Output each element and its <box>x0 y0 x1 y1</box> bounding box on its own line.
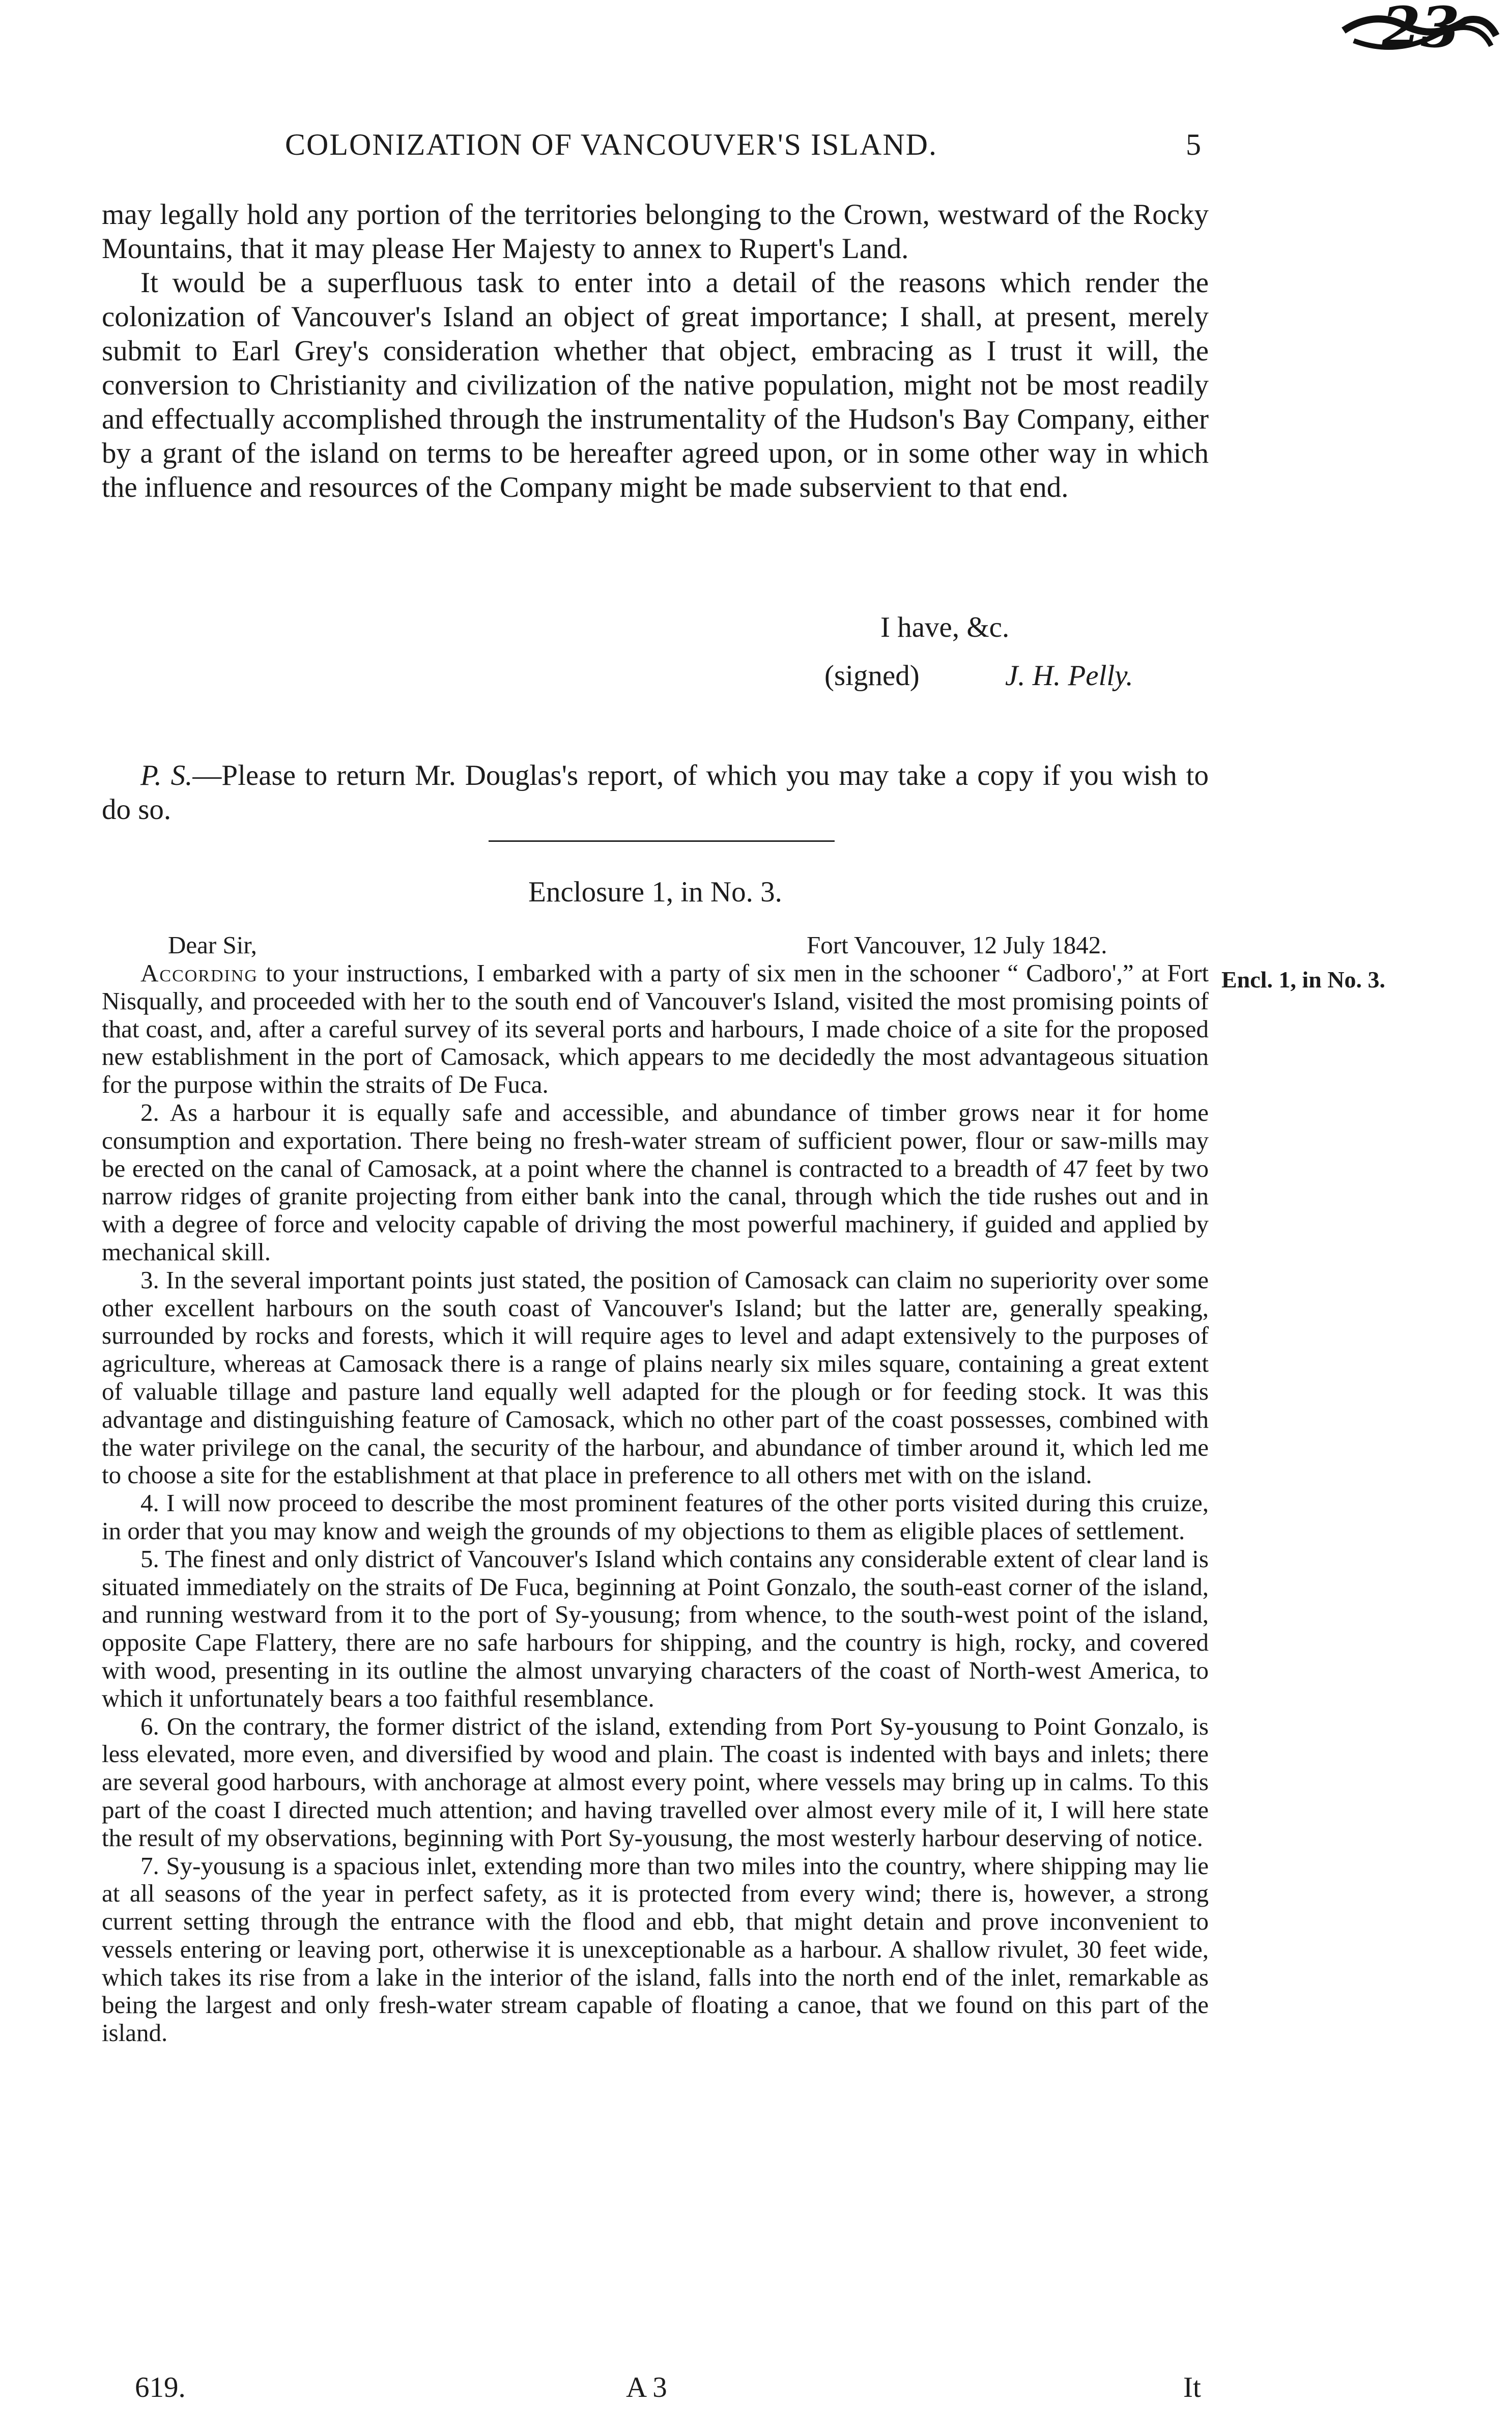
opening-word: According <box>140 959 258 987</box>
enclosure-body <box>102 959 1209 2047</box>
enclosure-dateline-row <box>102 931 1209 959</box>
enclosure-paragraph-4: 4. I will now proceed to describe the most prominent features of the other ports visited during this cruize, in order that you may know and weigh the grounds of my objections to them as eligible places of settlement. <box>102 1489 1209 1545</box>
handwritten-folio-stamp <box>1333 0 1501 61</box>
running-header: COLONIZATION OF VANCOUVER'S ISLAND. <box>285 128 937 161</box>
enclosure-paragraph-3: 3. In the several important points just stated, the position of Camosack can claim no superiority over some other excellent harbours on the south coast of Vancouver's Island; but the latter are, generally speaking, surrounded by rocks and forests, which it will require ages to level and adapt extensively to the purposes of agriculture, whereas at Camosack there is a range of plains nearly six miles square, containing a great extent of valuable tillage and pasture land equally well adapted for the plough or for feeding stock. It was this advantage and distinguishing feature of Camosack, which no other part of the coast possesses, combined with the water privilege on the canal, the security of the harbour, and abundance of timber around it, which led me to choose a site for the establishment at that place in preference to all others met with on the island. <box>102 1265 1209 1489</box>
signed-label: (signed) <box>824 660 920 692</box>
letter-paragraph-1: may legally hold any portion of the territories belonging to the Crown, westward of the Rocky Mountains, that it may please Her Majesty to annex to Rupert's Land. <box>102 199 1209 265</box>
postscript-text: —Please to return Mr. Douglas's report, of which you may take a copy if you wish to do so. <box>102 759 1209 826</box>
enclosure-paragraph-1: According to your instructions, I embarked with a party of six men in the schooner “ Cadboro',” at Fort Nisqually, and proceeded with her to the south end of Vancouver's Island, visited the most promising points of that coast, and, after a careful survey of its several ports and harbours, I made choice of a site for the proposed new establishment in the port of Camosack, which appears to me decidedly the most advantageous situation for the purpose within the straits of De Fuca. <box>102 959 1209 1099</box>
signature: J. H. Pelly. <box>1005 660 1133 692</box>
closing-formula: I have, &c. <box>880 611 1010 643</box>
enclosure-paragraph-7: 7. Sy-yousung is a spacious inlet, extending more than two miles into the country, where shipping may lie at all seasons of the year in perfect safety, as it is protected from every wind; there is, however, a strong current setting through the entrance with the flood and ebb, that might detain and prove inconvenient to vessels entering or leaving port, otherwise it is unexceptionable as a harbour. A shallow rivulet, 30 feet wide, which takes its rise from a lake in the interior of the island, falls into the north end of the inlet, remarkable as being the largest and only fresh-water stream capable of floating a canoe, that we found on this part of the island. <box>102 1851 1209 2047</box>
enclosure-paragraph-2: 2. As a harbour it is equally safe and accessible, and abundance of timber grows near it for home consumption and exportation. There being no fresh-water stream of sufficient power, flour or saw-mills may be erected on the canal of Camosack, at a point where the channel is contracted to a breadth of 47 feet by two narrow ridges of granite projecting from either bank into the canal, through which the tide rushes out and in with a degree of force and velocity capable of driving the most powerful machinery, if guided and applied by mechanical skill. <box>102 1098 1209 1266</box>
footer-catchword: It <box>1183 2371 1201 2403</box>
enclosure-paragraph-5: 5. The finest and only district of Vancouver's Island which contains any considerable extent of clear land is situated immediately on the straits of De Fuca, beginning at Point Gonzalo, the south-east corner of the island, and running westward from it to the port of Sy-yousung; from whence, to the south-west point of the island, opposite Cape Flattery, there are no safe harbours for shipping, and the country is high, rocky, and covered with wood, presenting in its outline the almost unvarying characters of the coast of North-west America, to which it unfortunately bears a too faithful resemblance. <box>102 1544 1209 1712</box>
dateline: Fort Vancouver, 12 July 1842. <box>807 931 1107 959</box>
page-number: 5 <box>1186 128 1201 161</box>
footer-folio: 619. <box>135 2371 186 2403</box>
letter-paragraph-2: It would be a superfluous task to enter into a detail of the reasons which render the colonization of Vancouver's Island an object of great importance; I shall, at present, merely submit to Earl Grey's consideration whether that object, embracing as I trust it will, the conversion to Christianity and civilization of the native population, might not be most readily and effectually accomplished through the instrumentality of the Hudson's Bay Company, either by a grant of the island on terms to be hereafter agreed upon, or in some other way in which the influence and resources of the Company might be made subservient to that end. <box>102 267 1209 503</box>
postscript <box>102 758 1209 827</box>
enclosure-paragraph-6: 6. On the contrary, the former district of the island, extending from Port Sy-yousung to Point Gonzalo, is less elevated, more even, and diversified by wood and plain. The coast is indented with bays and inlets; there are several good harbours, with anchorage at almost every point, where vessels may bring up in calms. To this part of the coast I directed much attention; and having travelled over almost every mile of it, I will here state the result of my observations, beginning with Port Sy-yousung, the most westerly harbour deserving of notice. <box>102 1712 1209 1852</box>
salutation: Dear Sir, <box>168 931 257 959</box>
svg-text:23: 23 <box>1382 0 1460 60</box>
letter-body <box>102 197 1209 504</box>
enclosure-title: Enclosure 1, in No. 3. <box>528 876 782 908</box>
footer-signature-mark: A 3 <box>626 2371 667 2403</box>
margin-note: Encl. 1, in No. 3. <box>1221 967 1386 993</box>
section-divider <box>489 840 835 842</box>
postscript-label: P. S. <box>140 759 193 791</box>
